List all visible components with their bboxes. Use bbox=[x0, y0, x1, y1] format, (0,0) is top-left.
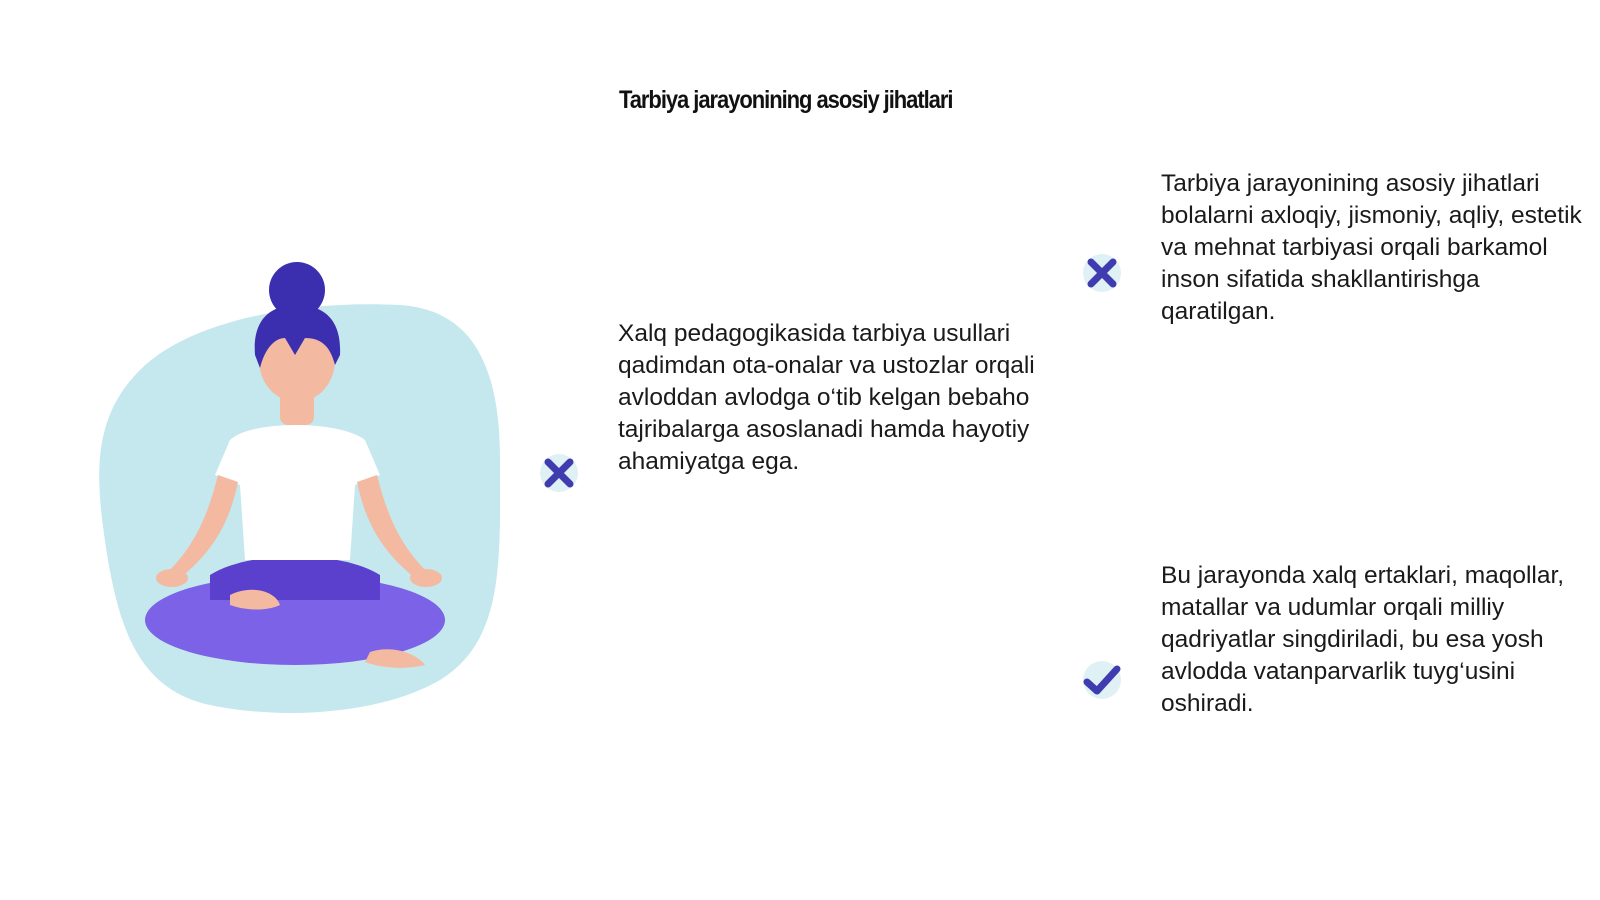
point-text-aspects: Tarbiya jarayonining asosiy jihatlari bolalarni axloqiy, jismoniy, aqliy, estetik va mehnat tarbiyasi orqali barkamol inson sifatida shakllantirishga qaratilgan. bbox=[1161, 170, 1582, 325]
check-mark-icon bbox=[1079, 657, 1125, 703]
point-text-values: Bu jarayonda xalq ertaklari, maqollar, matallar va udumlar orqali milliy qadriyatlar singdiriladi, bu esa yosh avlodda vatanparvarlik tuyg‘usini oshiradi. bbox=[1161, 562, 1565, 717]
x-mark-icon bbox=[1079, 250, 1125, 296]
meditating-woman-illustration bbox=[80, 260, 520, 740]
slide-title: Tarbiya jarayonining asosiy jihatlari bbox=[619, 86, 953, 114]
left-hand bbox=[156, 569, 188, 587]
point-text-heritage: Xalq pedagogikasida tarbiya usullari qadimdan ota-onalar va ustozlar orqali avloddan avlodga o‘tib kelgan bebaho tajribalarga asoslanadi hamda hayotiy ahamiyatga ega. bbox=[618, 320, 1035, 475]
right-hand bbox=[410, 569, 442, 587]
x-mark-icon bbox=[536, 450, 582, 496]
